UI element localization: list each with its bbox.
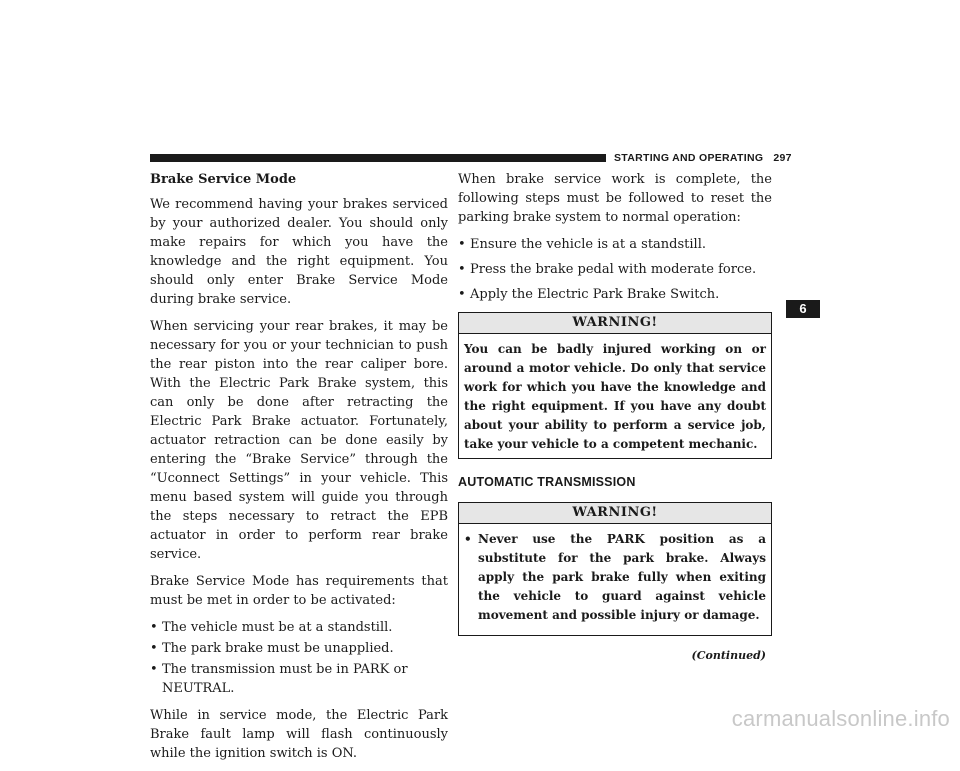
header-rule — [150, 154, 606, 162]
paragraph: When servicing your rear brakes, it may be necessary for you or your technician to push the rear piston into the rear caliper bore. With the Electric Park Brake system, this can only be done after retracting the Electric Park Brake actuator. Fortunately, actuator retraction can be done easily by entering the “Brake Service” through the “Uconnect Settings” in your vehicle. This menu based system will guide you through the steps necessary to retract the EPB actuator in order to perform rear brake service. — [150, 319, 448, 562]
list-item: • The transmission must be in PARK or NEUTRAL. — [150, 660, 448, 698]
paragraph: While in service mode, the Electric Park Brake fault lamp will flash continuously while the ignition switch is ON. — [150, 708, 448, 761]
chapter-tab: 6 — [786, 300, 820, 318]
list-item: • The park brake must be unapplied. — [150, 639, 448, 658]
list-item: • Press the brake pedal with moderate force. — [458, 260, 772, 279]
warning-title: WARNING! — [459, 313, 771, 334]
left-column — [150, 170, 448, 771]
paragraph: Brake Service Mode has requirements that must be met in order to be activated: — [150, 574, 448, 608]
watermark: carmanualsonline.info — [731, 706, 950, 731]
page-number: 297 — [773, 152, 792, 164]
brake-service-heading: Brake Service Mode — [150, 172, 297, 187]
warning-box — [458, 312, 772, 459]
warning-body — [459, 524, 771, 635]
running-header — [614, 152, 792, 164]
right-column — [458, 170, 772, 665]
list-item: • Ensure the vehicle is at a standstill. — [458, 235, 772, 254]
warning-title: WARNING! — [459, 503, 771, 524]
requirements-list — [150, 618, 448, 698]
list-item: • The vehicle must be at a standstill. — [150, 618, 448, 637]
list-item: • Apply the Electric Park Brake Switch. — [458, 285, 772, 304]
reset-steps-list — [458, 235, 772, 304]
paragraph: When brake service work is complete, the following steps must be followed to reset the parking brake system to normal operation: — [458, 172, 772, 225]
list-item: • Never use the PARK position as a substitute for the park brake. Always apply the park brake fully when exiting the vehicle to guard against vehicle movement and possible injury or damage. — [464, 530, 766, 625]
warning-list — [464, 530, 766, 625]
automatic-transmission-heading: AUTOMATIC TRANSMISSION — [458, 475, 636, 489]
warning-text: You can be badly injured working on or around a motor vehicle. Do only that service work for which you have the knowledge and the right equipment. If you have any doubt about your ability to perform a service job, take your vehicle to a competent mechanic. — [464, 342, 766, 451]
paragraph: We recommend having your brakes serviced by your authorized dealer. You should only make repairs for which you have the knowledge and the right equipment. You should only enter Brake Service Mode during brake service. — [150, 197, 448, 307]
continued-note: (Continued) — [691, 649, 766, 662]
section-title: STARTING AND OPERATING — [614, 152, 764, 164]
warning-box — [458, 502, 772, 636]
